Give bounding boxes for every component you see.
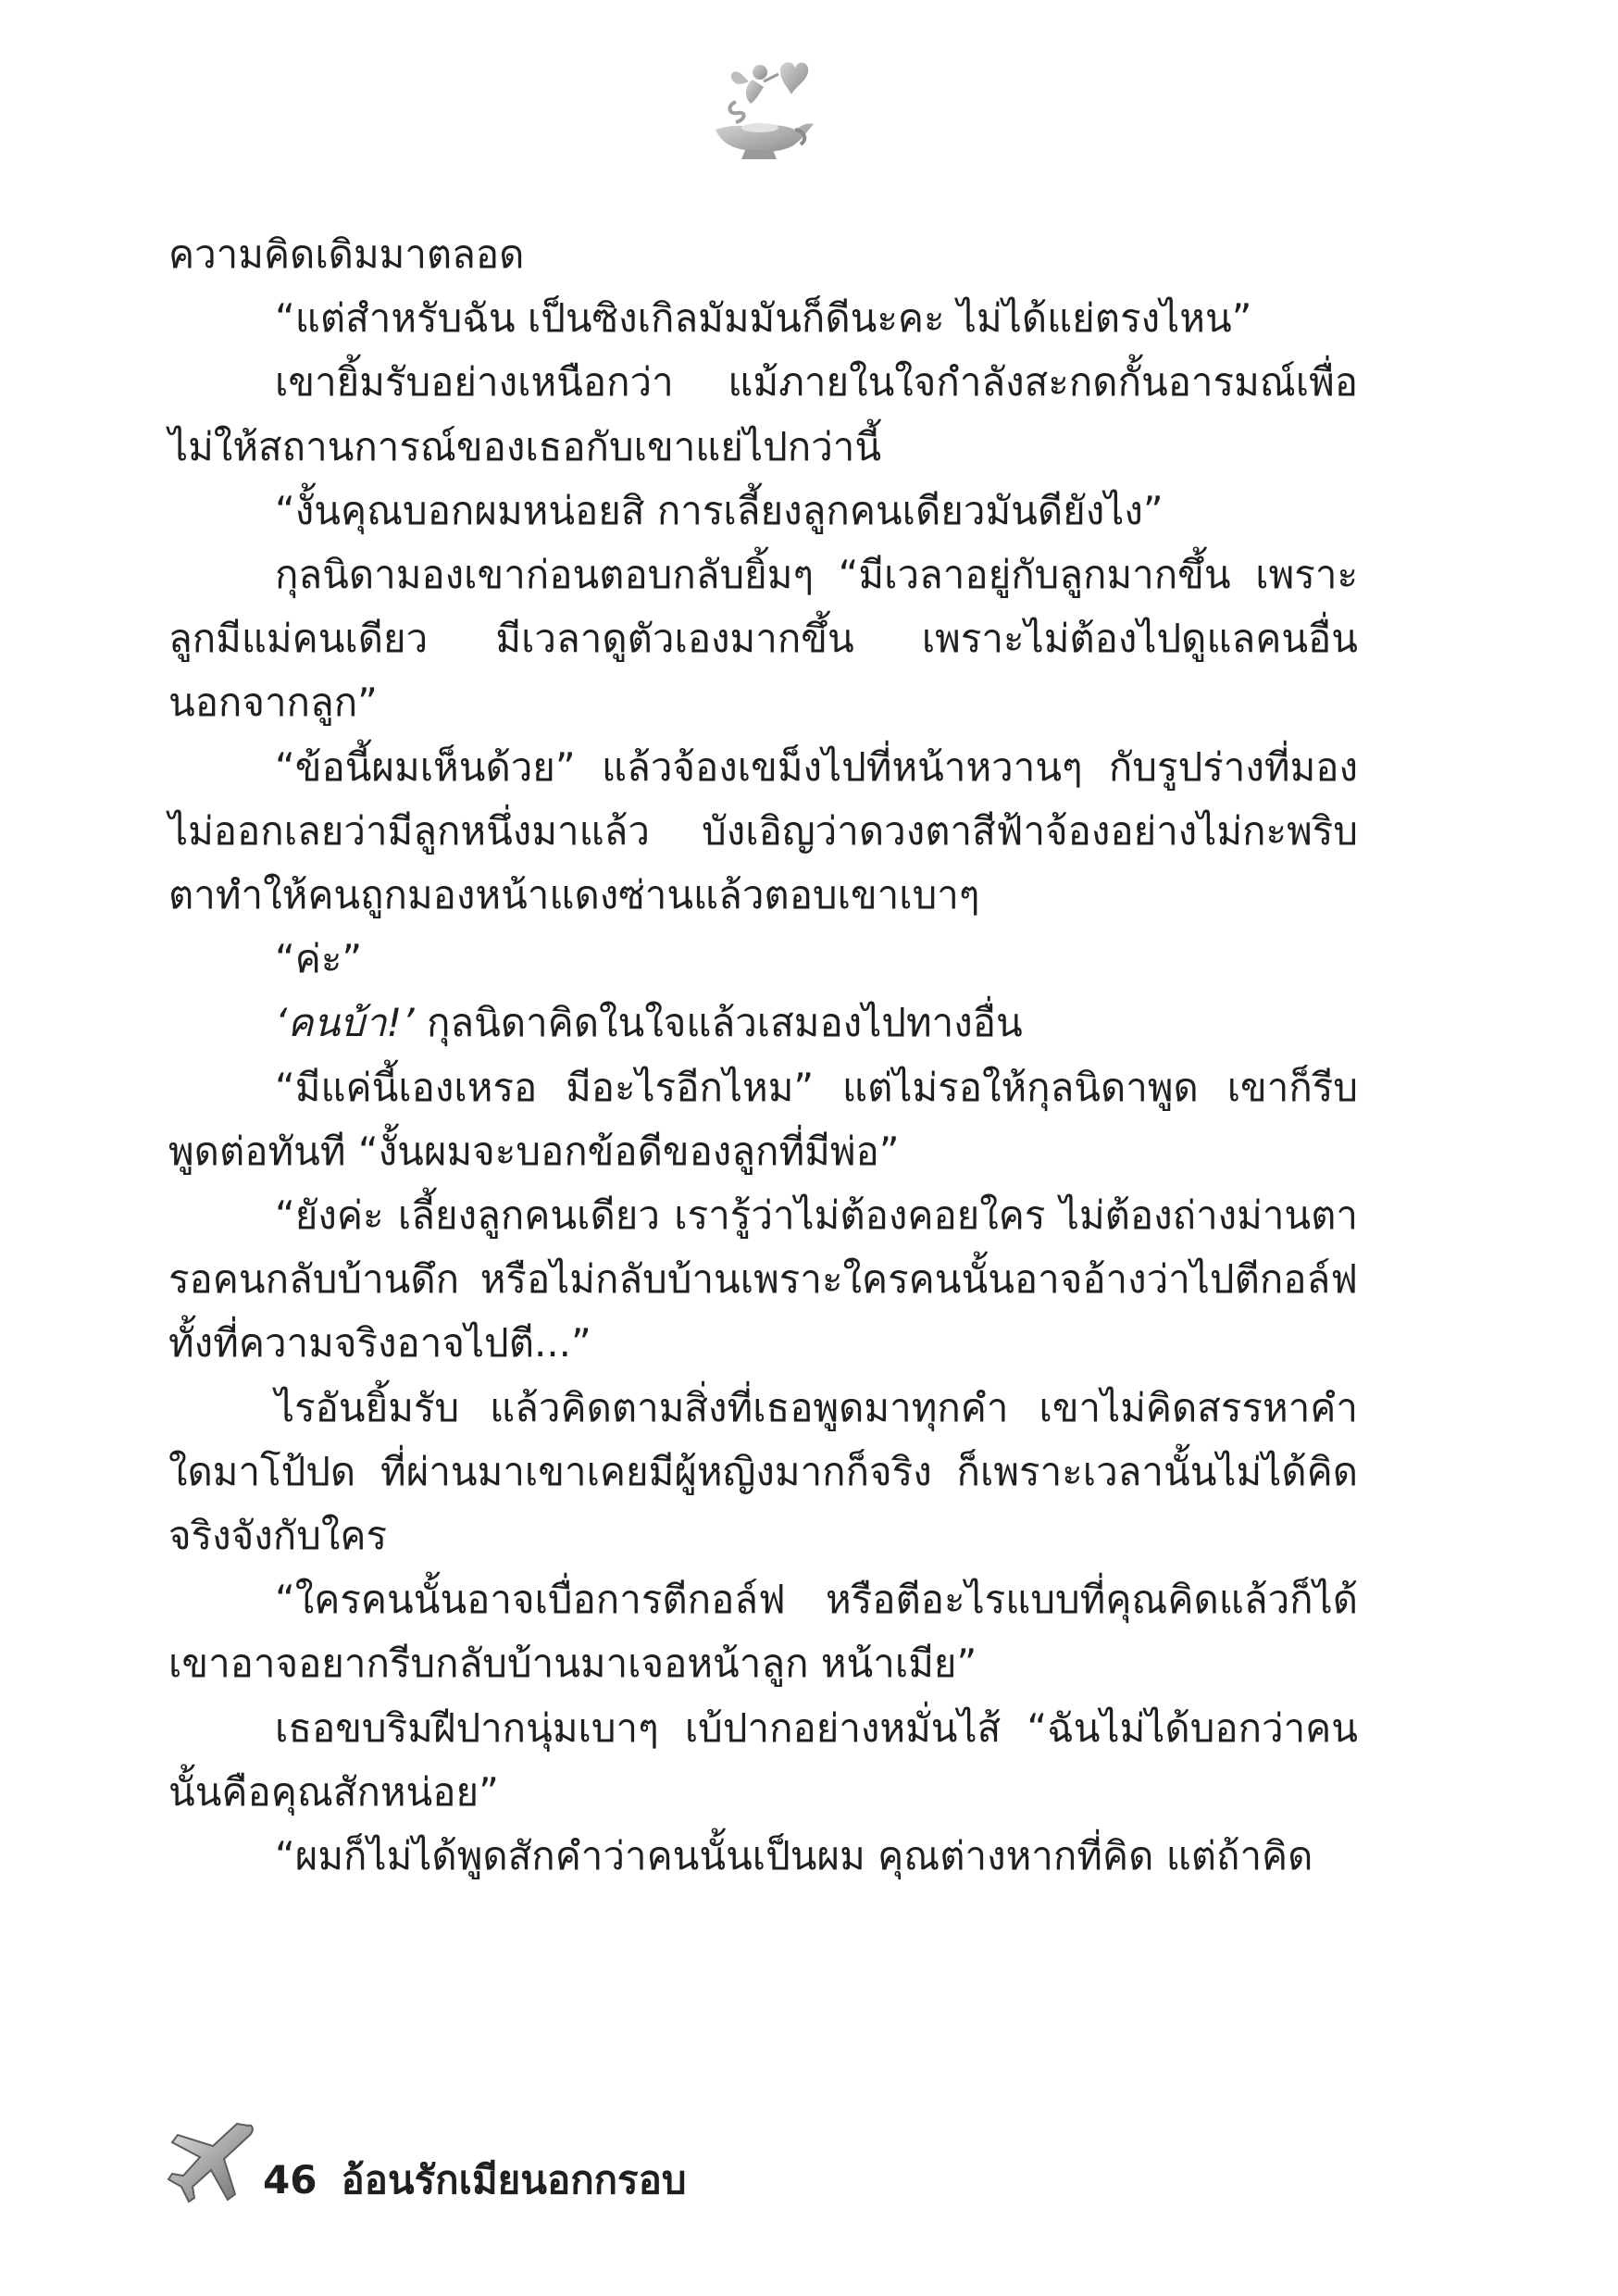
body-text bbox=[168, 222, 1358, 1888]
paragraph: ไรอันยิ้มรับ แล้วคิดตามสิ่งที่เธอพูดมาทุกคำ เขาไม่คิดสรรหาคำใดมาโป้ปด ที่ผ่านมาเขาเคยมีผู้หญิงมากก็จริง ก็เพราะเวลานั้นไม่ได้คิดจริงจังกับใคร bbox=[168, 1384, 1358, 1559]
paragraph: “งั้นคุณบอกผมหน่อยสิ การเลี้ยงลูกคนเดียวมันดียังไง” bbox=[275, 487, 1164, 533]
paragraph: เขายิ้มรับอย่างเหนือกว่า แม้ภายในใจกำลังสะกดกั้นอารมณ์เพื่อไม่ให้สถานการณ์ของเธอกับเขาแย่ไปกว่านี้ bbox=[168, 359, 1358, 469]
paragraph: “ยังค่ะ เลี้ยงลูกคนเดียว เรารู้ว่าไม่ต้องคอยใคร ไม่ต้องถ่างม่านตารอคนกลับบ้านดึก หรือไม่กลับบ้านเพราะใครคนนั้นอาจอ้างว่าไปตีกอล์ฟทั้งที่ความจริงอาจไปตี...” bbox=[168, 1192, 1358, 1366]
page-number: 46 bbox=[263, 2157, 317, 2202]
paragraph bbox=[168, 991, 1358, 1054]
paragraph: กุลนิดามองเขาก่อนตอบกลับยิ้มๆ “มีเวลาอยู่กับลูกมากขึ้น เพราะลูกมีแม่คนเดียว มีเวลาดูตัวเองมากขึ้น เพราะไม่ต้องไปดูแลคนอื่นนอกจากลูก” bbox=[168, 552, 1358, 726]
inner-thought-text: ‘คนบ้า!’ bbox=[275, 1000, 415, 1046]
page-footer bbox=[163, 2122, 996, 2224]
paragraph: “ค่ะ” bbox=[275, 936, 363, 982]
teapot-cupid-ornament-icon bbox=[699, 54, 819, 165]
airplane-icon bbox=[163, 2122, 255, 2205]
paragraph: “มีแค่นี้เองเหรอ มีอะไรอีกไหม” แต่ไม่รอให้กุลนิดาพูด เขาก็รีบพูดต่อทันที “งั้นผมจะบอกข้อดีของลูกที่มีพ่อ” bbox=[168, 1064, 1358, 1174]
paragraph-text: กุลนิดาคิดในใจแล้วเสมองไปทางอื่น bbox=[414, 1000, 1023, 1046]
book-title: อ้อนรักเมียนอกกรอบ bbox=[341, 2157, 687, 2202]
paragraph: ความคิดเดิมมาตลอด bbox=[168, 231, 525, 277]
folio bbox=[263, 2150, 687, 2211]
paragraph: “ใครคนนั้นอาจเบื่อการตีกอล์ฟ หรือตีอะไรแบบที่คุณคิดแล้วก็ได้ เขาอาจอยากรีบกลับบ้านมาเจอหน้าลูก หน้าเมีย” bbox=[168, 1577, 1358, 1687]
paragraph: “แต่สำหรับฉัน เป็นซิงเกิลมัมมันก็ดีนะคะ ไม่ได้แย่ตรงไหน” bbox=[275, 295, 1252, 342]
paragraph: “ข้อนี้ผมเห็นด้วย” แล้วจ้องเขม็งไปที่หน้าหวานๆ กับรูปร่างที่มองไม่ออกเลยว่ามีลูกหนึ่งมาแล้ว บังเอิญว่าดวงตาสีฟ้าจ้องอย่างไม่กะพริบตาทำให้คนถูกมองหน้าแดงซ่านแล้วตอบเขาเบาๆ bbox=[168, 743, 1358, 918]
paragraph: เธอขบริมฝีปากนุ่มเบาๆ เบ้ปากอย่างหมั่นไส้ “ฉันไม่ได้บอกว่าคนนั้นคือคุณสักหน่อย” bbox=[168, 1704, 1358, 1815]
paragraph: “ผมก็ไม่ได้พูดสักคำว่าคนนั้นเป็นผม คุณต่างหากที่คิด แต่ถ้าคิด bbox=[275, 1833, 1313, 1879]
